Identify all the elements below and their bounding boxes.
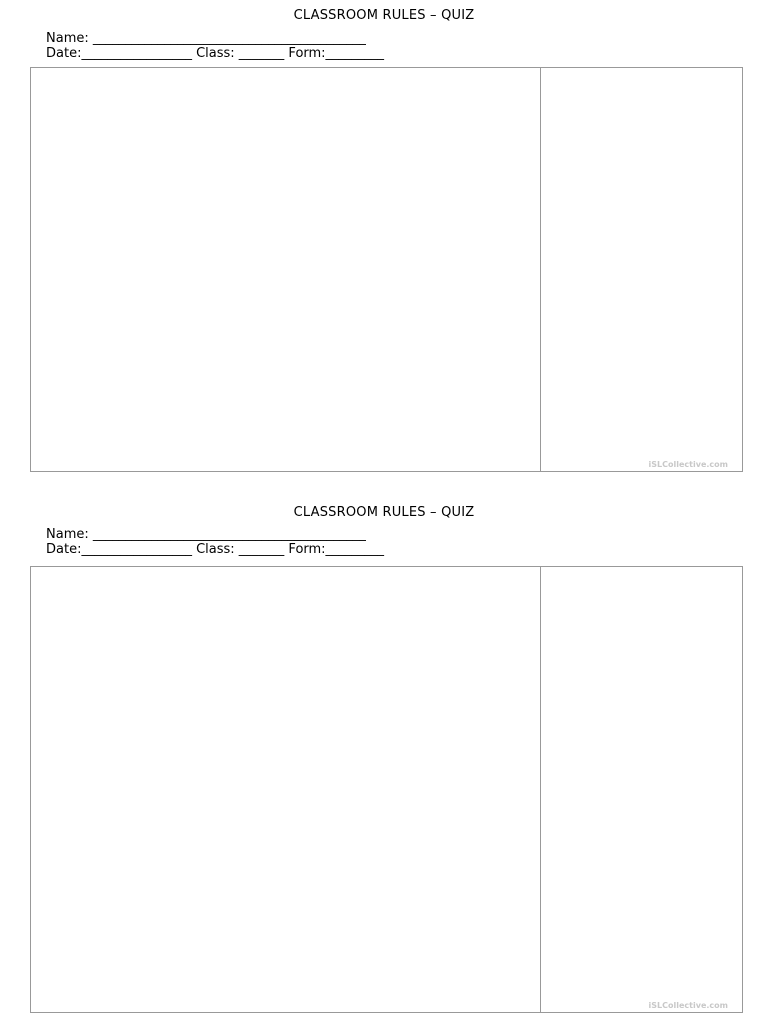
- quiz-box: [30, 67, 743, 472]
- watermark: iSLCollective.com: [648, 460, 728, 469]
- quiz-title: CLASSROOM RULES – QUIZ: [293, 8, 475, 23]
- name-line: Name: __________________________________________: [46, 527, 366, 542]
- date-class-form-line: Date:_________________ Class: _______ Form:_________: [46, 542, 385, 557]
- watermark: iSLCollective.com: [648, 1001, 728, 1010]
- name-line: Name: __________________________________________: [46, 31, 366, 46]
- date-class-form-line: Date:_________________ Class: _______ Form:_________: [46, 46, 385, 61]
- quiz-box: [30, 566, 743, 1013]
- rules-list: [540, 68, 743, 471]
- quiz-title: CLASSROOM RULES – QUIZ: [293, 505, 475, 520]
- rules-list: [540, 567, 743, 1012]
